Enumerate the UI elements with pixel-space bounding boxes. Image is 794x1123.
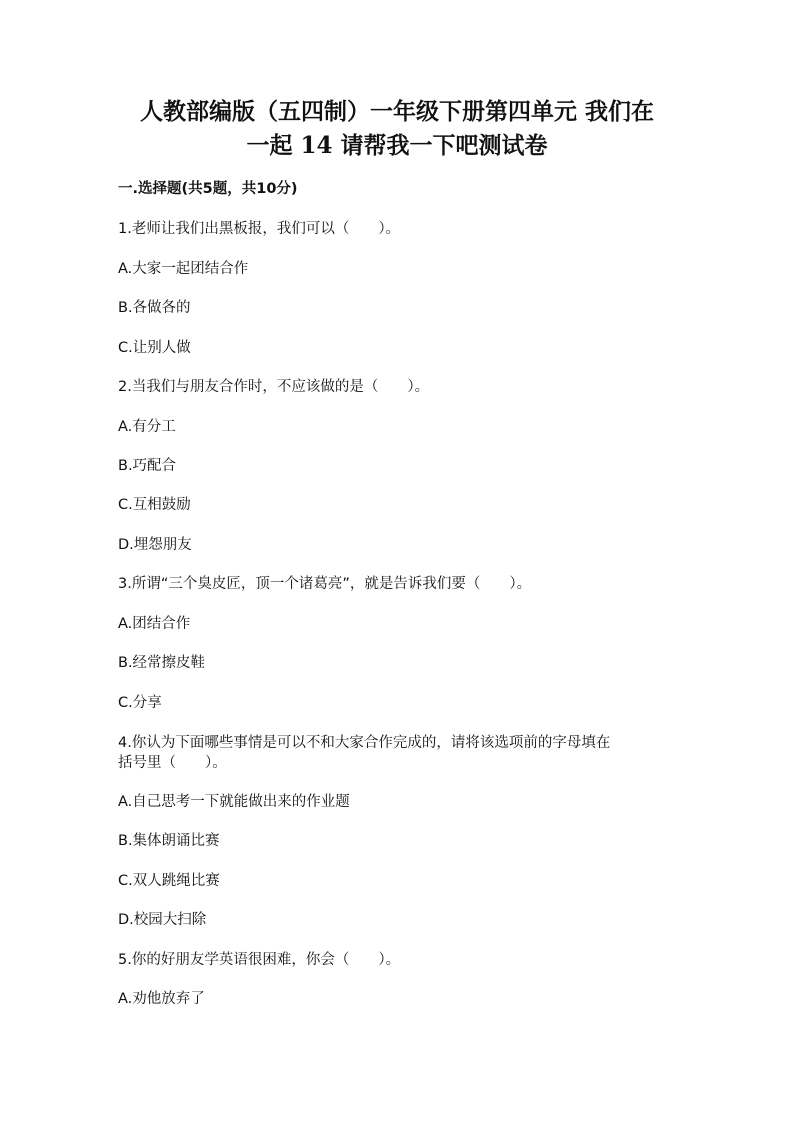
- question-2-option-b: B.巧配合: [118, 458, 177, 474]
- question-5-stem: 5.你的好朋友学英语很困难，你会（ ）。: [118, 952, 401, 968]
- question-4-option-c: C.双人跳绳比赛: [118, 873, 220, 889]
- question-5-option-a: A.劝他放弃了: [118, 991, 205, 1007]
- question-4-option-b: B.集体朗诵比赛: [118, 833, 220, 849]
- question-4-stem-line-2: 括号里（ ）。: [118, 755, 227, 771]
- question-4-option-a: A.自己思考一下就能做出来的作业题: [118, 794, 350, 810]
- question-2-option-c: C.互相鼓励: [118, 497, 191, 513]
- question-1-option-c: C.让别人做: [118, 340, 191, 356]
- question-3-option-b: B.经常擦皮鞋: [118, 655, 206, 671]
- question-3-option-a: A.团结合作: [118, 616, 191, 632]
- question-3-option-c: C.分享: [118, 695, 162, 711]
- question-2-stem: 2.当我们与朋友合作时，不应该做的是（ ）。: [118, 379, 430, 395]
- question-1-stem: 1.老师让我们出黑板报，我们可以（ ）。: [118, 221, 401, 237]
- question-4-stem-line-1: 4.你认为下面哪些事情是可以不和大家合作完成的，请将该选项前的字母填在: [118, 735, 611, 751]
- question-4-option-d: D.校园大扫除: [118, 912, 207, 928]
- question-1-option-b: B.各做各的: [118, 300, 191, 316]
- question-3-stem: 3.所谓“三个臭皮匠，顶一个诸葛亮”，就是告诉我们要（ ）。: [118, 576, 532, 592]
- page-title-line-1: 人教部编版（五四制）一年级下册第四单元 我们在: [139, 98, 654, 125]
- question-2-option-d: D.埋怨朋友: [118, 537, 192, 553]
- page-title-line-2: 一起 14 请帮我一下吧测试卷: [246, 132, 548, 159]
- question-2-option-a: A.有分工: [118, 419, 176, 435]
- question-1-option-a: A.大家一起团结合作: [118, 261, 249, 277]
- section-heading: 一.选择题(共5题，共10分): [118, 181, 298, 197]
